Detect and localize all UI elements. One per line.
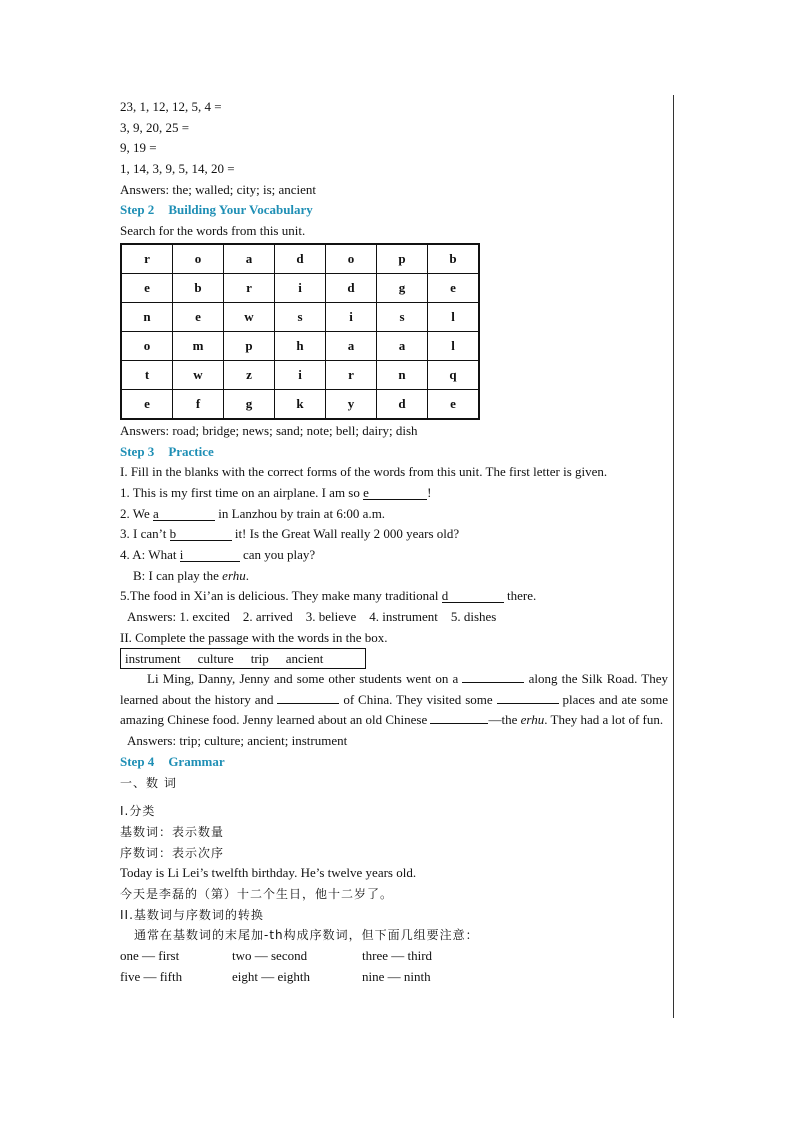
first-letter: a <box>153 505 159 521</box>
answer-blank[interactable] <box>442 589 504 603</box>
question-text: 2. We <box>120 505 154 521</box>
grid-cell: p <box>377 244 428 274</box>
word-box-item: instrument <box>125 651 181 667</box>
grid-cell: e <box>121 389 173 419</box>
word-box-item: ancient <box>285 651 324 667</box>
question-text: 5.The food in Xi’an is delicious. They make many traditional <box>120 588 442 604</box>
grid-cell: w <box>173 360 224 389</box>
question-4a <box>120 545 670 566</box>
answer-blank[interactable] <box>170 527 232 541</box>
first-letter: d <box>441 588 449 604</box>
grammar-cardinal: 基数词：表示数量 <box>120 824 225 839</box>
puzzle-answers: Answers: the; walled; city; is; ancient <box>120 181 317 197</box>
first-letter: e <box>363 484 369 500</box>
puzzle-line: 1, 14, 3, 9, 5, 14, 20 = <box>120 161 235 177</box>
grid-cell: s <box>377 302 428 331</box>
passage-text: along the Silk Road. They learned about the history and <box>120 671 668 707</box>
passage-text: —the <box>488 712 521 728</box>
grid-cell: d <box>275 244 326 274</box>
step3-label: Step 3 <box>120 443 155 459</box>
question-text: there. <box>503 588 537 604</box>
number-pairs-row <box>120 946 670 967</box>
grid-cell: e <box>173 302 224 331</box>
grammar-ordinal: 序数词：表示次序 <box>120 845 225 860</box>
part1-instruction: I. Fill in the blanks with the correct forms of the words from this unit. The first letter is given. <box>120 464 608 480</box>
grid-cell: e <box>121 273 173 302</box>
passage-text: of China. They visited some <box>339 691 497 707</box>
passage <box>120 669 668 731</box>
grid-cell: b <box>173 273 224 302</box>
grid-cell: t <box>121 360 173 389</box>
puzzle-line: 3, 9, 20, 25 = <box>120 119 190 135</box>
word-box-row <box>120 648 670 669</box>
grid-cell: i <box>275 360 326 389</box>
question-3 <box>120 524 670 545</box>
first-letter: i <box>179 546 184 562</box>
word-box-item: culture <box>197 651 234 667</box>
step4-heading <box>120 752 670 773</box>
grid-cell: o <box>121 331 173 360</box>
grid-cell: k <box>275 389 326 419</box>
number-pair: one — first <box>120 948 180 964</box>
worksheet-content <box>120 97 670 987</box>
grid-cell: g <box>224 389 275 419</box>
question-text: can you play? <box>239 546 316 562</box>
step2-title: Building Your Vocabulary <box>168 202 313 218</box>
grid-cell: a <box>224 244 275 274</box>
step3-heading <box>120 442 670 463</box>
puzzle-line: 23, 1, 12, 12, 5, 4 = <box>120 99 222 114</box>
grid-cell: e <box>428 389 480 419</box>
grid-cell: d <box>377 389 428 419</box>
number-pair: two — second <box>232 948 308 964</box>
passage-text: . They had a lot of fun. <box>544 712 664 728</box>
question-text: in Lanzhou by train at 6:00 a.m. <box>215 505 386 521</box>
grid-cell: d <box>326 273 377 302</box>
question-2 <box>120 504 670 525</box>
grid-cell: f <box>173 389 224 419</box>
italic-word: erhu <box>520 712 545 728</box>
step3-title: Practice <box>168 443 214 459</box>
grid-cell: n <box>377 360 428 389</box>
word-box <box>120 648 366 669</box>
grid-cell: o <box>173 244 224 274</box>
grid-cell: z <box>224 360 275 389</box>
grid-row <box>121 389 479 419</box>
grid-cell: b <box>428 244 480 274</box>
grid-cell: o <box>326 244 377 274</box>
question-5 <box>120 586 670 607</box>
step4-title: Grammar <box>168 753 225 769</box>
part2-instruction: II. Complete the passage with the words in the box. <box>120 629 388 645</box>
step2-label: Step 2 <box>120 202 155 218</box>
grid-cell: g <box>377 273 428 302</box>
grid-row <box>121 360 479 389</box>
grammar-class: I.分类 <box>120 804 156 819</box>
grid-cell: n <box>121 302 173 331</box>
answer-blank[interactable] <box>153 507 215 521</box>
question-text: 1. This is my first time on an airplane. I am so <box>120 484 364 500</box>
grid-cell: s <box>275 302 326 331</box>
passage-blank[interactable] <box>462 669 524 683</box>
grid-cell: r <box>121 244 173 274</box>
passage-blank[interactable] <box>430 710 488 724</box>
number-pair: nine — ninth <box>362 968 431 984</box>
question-text: . <box>245 567 250 583</box>
grid-row <box>121 244 479 274</box>
question-text: ! <box>427 484 432 500</box>
grid-cell: r <box>224 273 275 302</box>
question-text: 4. A: What <box>120 546 180 562</box>
grid-cell: h <box>275 331 326 360</box>
grid-cell: m <box>173 331 224 360</box>
grid-cell: e <box>428 273 480 302</box>
grid-cell: q <box>428 360 480 389</box>
word-search-grid <box>120 243 480 420</box>
grammar-conversion-title: II.基数词与序数词的转换 <box>120 907 264 922</box>
part1-answers: Answers: 1. excited 2. arrived 3. believe 4. instrument 5. dishes <box>127 609 497 624</box>
passage-text: places and ate some amazing Chinese food. Jenny learned about an old Chinese <box>120 691 669 728</box>
answer-blank[interactable] <box>180 548 240 562</box>
grid-cell: l <box>428 331 480 360</box>
grid-cell: i <box>275 273 326 302</box>
number-pair: three — third <box>362 948 433 964</box>
grid-cell: w <box>224 302 275 331</box>
grid-answers: Answers: road; bridge; news; sand; note; bell; dairy; dish <box>120 422 418 438</box>
search-instruction: Search for the words from this unit. <box>120 223 306 239</box>
question-4b <box>120 566 670 587</box>
step2-heading <box>120 200 670 221</box>
number-pair: five — fifth <box>120 968 183 984</box>
italic-word: erhu <box>222 567 246 583</box>
grid-row <box>121 302 479 331</box>
passage-text: Li Ming, Danny, Jenny and some other students went on a <box>147 671 463 687</box>
grid-row <box>121 331 479 360</box>
right-margin-rule <box>673 95 674 1018</box>
grid-cell: i <box>326 302 377 331</box>
passage-blank[interactable] <box>497 690 559 704</box>
grammar-heading: 一、数 词 <box>120 775 177 790</box>
passage-blank[interactable] <box>277 690 339 704</box>
grid-cell: a <box>326 331 377 360</box>
number-pair: eight — eighth <box>232 968 310 984</box>
grammar-example-en: Today is Li Lei’s twelfth birthday. He’s twelve years old. <box>120 865 417 881</box>
grammar-example-cn: 今天是李磊的（第）十二个生日，他十二岁了。 <box>120 886 394 901</box>
puzzle-line: 9, 19 = <box>120 140 157 156</box>
question-text: it! Is the Great Wall really 2 000 years old? <box>231 526 460 542</box>
question-text: 3. I can’t <box>120 526 170 542</box>
question-1 <box>120 483 670 504</box>
step4-label: Step 4 <box>120 753 155 769</box>
grid-row <box>121 273 479 302</box>
word-box-item: trip <box>250 651 269 667</box>
grid-cell: y <box>326 389 377 419</box>
grammar-conversion-note: 通常在基数词的末尾加-th构成序数词，但下面几组要注意： <box>134 928 479 943</box>
grid-cell: r <box>326 360 377 389</box>
first-letter: b <box>169 526 177 542</box>
grid-cell: p <box>224 331 275 360</box>
grid-cell: l <box>428 302 480 331</box>
grid-cell: a <box>377 331 428 360</box>
part2-answers: Answers: trip; culture; ancient; instrument <box>127 733 348 749</box>
number-pairs-row <box>120 967 670 988</box>
question-text: B: I can play the <box>133 567 223 583</box>
answer-blank[interactable] <box>363 486 427 500</box>
